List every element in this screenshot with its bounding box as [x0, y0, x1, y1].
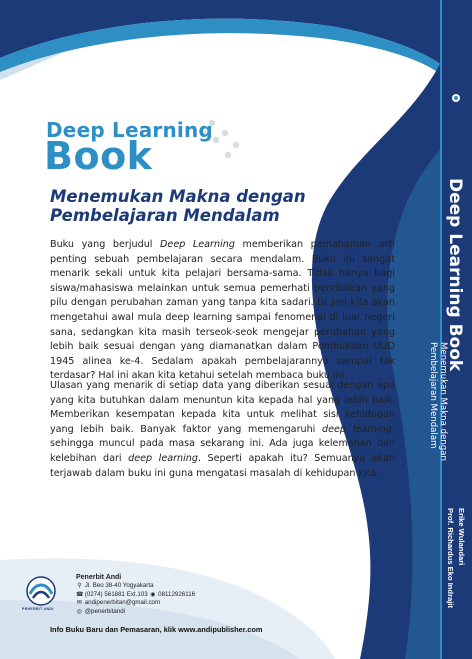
- subtitle: [50, 187, 380, 225]
- publisher-instagram: @penerbitandi: [84, 607, 126, 615]
- publisher-logo-caption: PENERBIT ANDI: [22, 607, 54, 611]
- spine-author-2: Prof. Richardus Eko Indrajit: [446, 508, 455, 609]
- publisher-address-row: [76, 582, 195, 590]
- publisher-info-link[interactable]: Info Buku Baru dan Pemasaran, klik www.andipublisher.com: [50, 625, 263, 634]
- whatsapp-icon: ◉: [150, 590, 156, 598]
- publisher-address: Jl. Beo 38-40 Yogyakarta: [84, 582, 154, 590]
- email-icon: ✉: [76, 599, 83, 607]
- title-line-2: Book: [44, 134, 153, 178]
- spine-subtitle: [427, 342, 448, 461]
- spine-subtitle-line-2: Pembelajaran Mendalam: [427, 342, 438, 449]
- publisher-email-row: [76, 599, 195, 607]
- spine-authors: [445, 508, 467, 608]
- phone-icon: ☎: [76, 590, 84, 598]
- spine-title: Deep Learning Book: [445, 178, 465, 372]
- spine-subtitle-line-1: Menemukan Makna dengan: [438, 342, 448, 461]
- publisher-instagram-row: [76, 608, 195, 616]
- subtitle-line-2: Pembelajaran Mendalam: [50, 206, 280, 225]
- instagram-icon: ◎: [76, 607, 83, 615]
- publisher-whatsapp: 08112926116: [158, 590, 196, 598]
- publisher-phone: (0274) 561881 Ext.103: [84, 590, 148, 598]
- spine-author-1: Erike Wulandari: [457, 508, 466, 566]
- location-pin-icon: ⚲: [77, 582, 82, 590]
- publisher-phone-row: [76, 591, 195, 599]
- publisher-email: andipenerbitan@gmail.com: [84, 599, 161, 607]
- publisher-name: Penerbit Andi: [76, 574, 122, 581]
- blurb-paragraph-2: Ulasan yang menarik di setiap data yang diberikan sesuai dengan apa yang kita butuhkan dalam menuntun kita kepada hal yang lebih baik. Memberikan kesempatan kepada kita untuk melihat sisi kehidupan yang lebih baik. Banyak faktor yang memengaruhi deep learning, sehingga muncul pada masa sekarang ini. Ada juga kelemahan dan kelebihan dari deep learning. Seperti apakah itu? Semuanya akan terjawab dalam buku ini guna mengatasi masalah di kehidupan kita.: [50, 380, 395, 479]
- title-line-1: Deep Learning: [46, 118, 213, 142]
- publisher-contact: [76, 574, 195, 616]
- blurb-paragraph-1: Buku yang berjudul Deep Learning memberikan pemahaman arti penting sebuah pembelajaran secara mendalam. Buku ini sangat menarik sekali untuk kita pelajari bersama-sama. Tidak hanya bagi siswa/mahasiswa melainkan untuk semua pemerhati pendidikan yang pilu dengan perubahan zaman yang tanpa kita sadari. Di sini kita akan mengetahui awal mula deep learning sampai fenomenal di luar negeri sana, sedangkan kita masih terseok-seok mengejar perubahan yang lebih baik sesuai dengan yang diamanatkan dalam Pembukaan UUD 1945 alinea ke-4. Sedalam apakah pembelajarannya sampai tak terdasar? Hal ini akan kita ketahui setelah membaca buku ini.: [50, 239, 395, 382]
- subtitle-line-1: Menemukan Makna dengan: [50, 187, 306, 206]
